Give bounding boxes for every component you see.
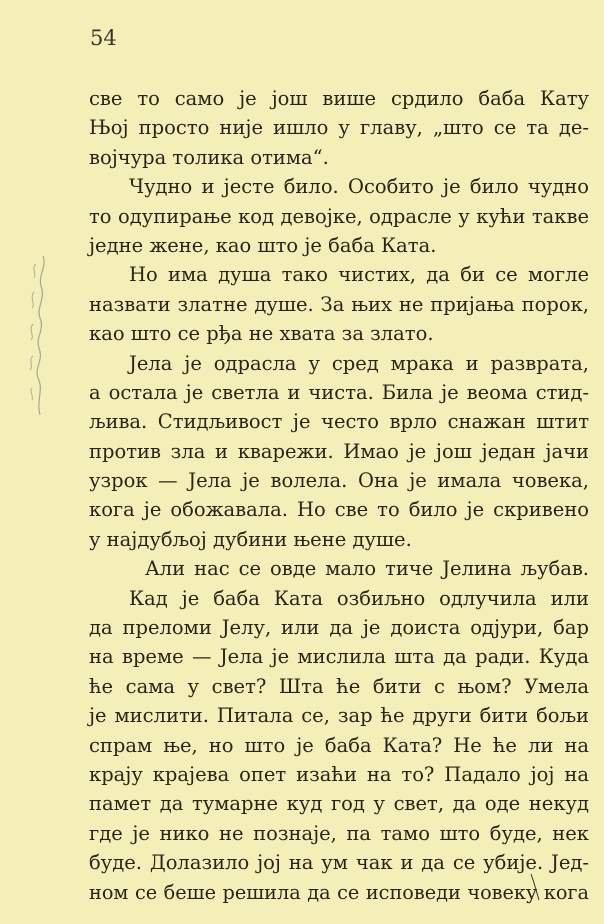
text-line: где је нико не познаје, па тамо што буде, нек (89, 821, 589, 845)
text-line: у најдубљој дубини њене душе. (89, 527, 412, 551)
text-line: Али нас се овде мало тиче Јелина љубав. (145, 557, 589, 581)
text-line: једне жене, као што је баба Ката. (89, 233, 437, 257)
text-line: да преломи Јелу, или да је доиста одјури, бар (89, 616, 589, 640)
text-line: као што се рђа не хвата за злато. (89, 322, 434, 346)
page-number: 54 (90, 26, 117, 50)
body-text (89, 84, 589, 907)
text-line: а остала је светла и чиста. Била је веома стид- (89, 380, 589, 404)
text-line: спрам ње, но што је баба Ката? Не ће ли на (89, 733, 589, 757)
text-line: ном се беше решила да се исповеди човеку кога (89, 880, 589, 904)
text-line: Кад је баба Ката озбиљно одлучила или (129, 586, 589, 610)
text-line: буде. Долазило јој на ум чак и да се убије. Јед- (89, 851, 589, 875)
text-line: на време — Јела је мислила шта да ради. Куда (89, 645, 589, 669)
text-line: против зла и кварежи. Имао је још један јачи (89, 439, 589, 463)
text-line: памет да тумарне куд год у свет, да оде некуд (89, 792, 589, 816)
text-line: љива. Стидљивост је често врло снажан штит (89, 410, 589, 434)
text-line: је мислити. Питала се, зар ће други бити бољи (89, 704, 589, 728)
text-line: ће сама у свет? Шта ће бити с њом? Умела (89, 674, 589, 698)
text-line: војчура толика отима“. (89, 145, 329, 169)
text-line: Јела је одрасла у сред мрака и разврата, (129, 351, 589, 375)
text-line: назвати златне душе. За њих не пријања порок, (89, 292, 589, 316)
text-line: кога је обожавала. Но све то било је скривено (89, 498, 589, 522)
text-line: све то само је још више срдило баба Кату (89, 87, 589, 110)
handwritten-margin-note (14, 250, 54, 420)
text-line: то одупирање код девојке, одрасле у кући такве (89, 204, 589, 228)
text-line: Но има душа тако чистих, да би се могле (129, 263, 589, 287)
text-line: узрок — Јела је волела. Она је имала човека, (89, 469, 589, 493)
text-line: Чудно и јесте било. Особито је било чудно (129, 175, 589, 199)
text-line: крају крајева опет изаћи на то? Падало јој на (89, 762, 589, 786)
text-line: Њој просто није ишло у главу, „што се та де- (89, 116, 589, 140)
ink-mark (528, 872, 542, 902)
